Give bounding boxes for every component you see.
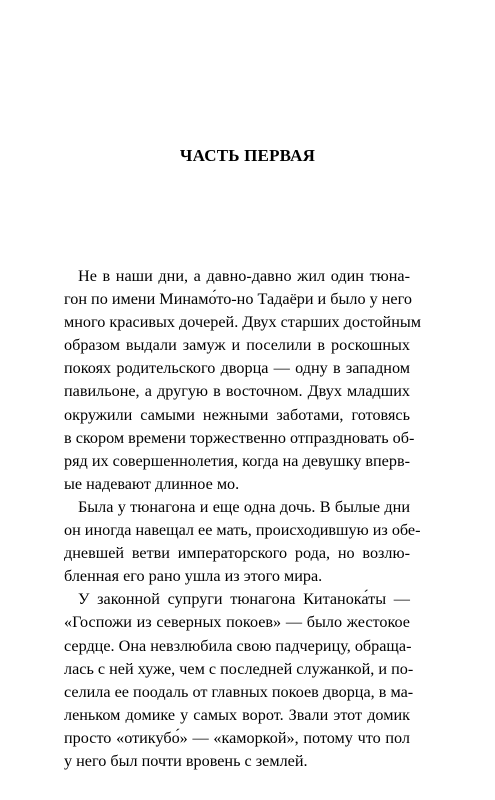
text-line: гон по имени Минамо́то-но Тадаёри и было у него	[64, 290, 412, 309]
text-line: У законной супруги тюнагона Китанока́ты —	[78, 590, 410, 609]
text-line: «Госпожи из северных покоев» — было жестокое	[64, 613, 410, 632]
paragraph	[64, 588, 414, 773]
paragraph	[64, 265, 421, 496]
text-line: леньком домике у самых ворот. Звали этот домик	[64, 705, 410, 724]
text-line: дневшей ветви императорского рода, но возлю-	[64, 544, 410, 563]
text-line: Была у тюнагона и еще одна дочь. В былые дни	[78, 497, 410, 516]
text-line: окружили самыми нежными заботами, готовясь	[64, 405, 410, 424]
text-line: ые надевают длинное мо.	[64, 474, 240, 493]
text-line: много красивых дочерей. Двух старших достойным	[64, 313, 421, 332]
text-line: селила ее поодаль от главных покоев дворца, в ма-	[64, 682, 414, 701]
chapter-title: ЧАСТЬ ПЕРВАЯ	[179, 146, 316, 165]
text-line: в скором времени торжественно отпраздновать об-	[64, 428, 415, 447]
text-line: Не в наши дни, а давно-давно жил один тюна-	[78, 267, 410, 285]
text-line: образом выдали замуж и поселили в роскошных	[64, 336, 410, 355]
text-line: бленная его рано ушла из этого мира.	[64, 567, 323, 586]
text-line: сердце. Она невзлюбила свою падчерицу, обраща-	[64, 636, 412, 655]
body-text	[64, 265, 421, 773]
text-line: у него был почти вровень с землей.	[64, 751, 308, 770]
text-line: просто «отикубо́» — «каморкой», потому что пол	[64, 728, 410, 747]
text-line: лась с ней хуже, чем с последней служанкой, и по-	[64, 659, 414, 678]
text-line: покоях родительского дворца — одну в западном	[64, 359, 410, 378]
paragraph	[64, 496, 421, 588]
text-line: он иногда навещал ее мать, происходившую из обе-	[64, 521, 421, 540]
text-line: ряд их совершеннолетия, когда на девушку вперв-	[64, 451, 410, 470]
text-line: павильоне, а другую в восточном. Двух младших	[64, 382, 410, 401]
